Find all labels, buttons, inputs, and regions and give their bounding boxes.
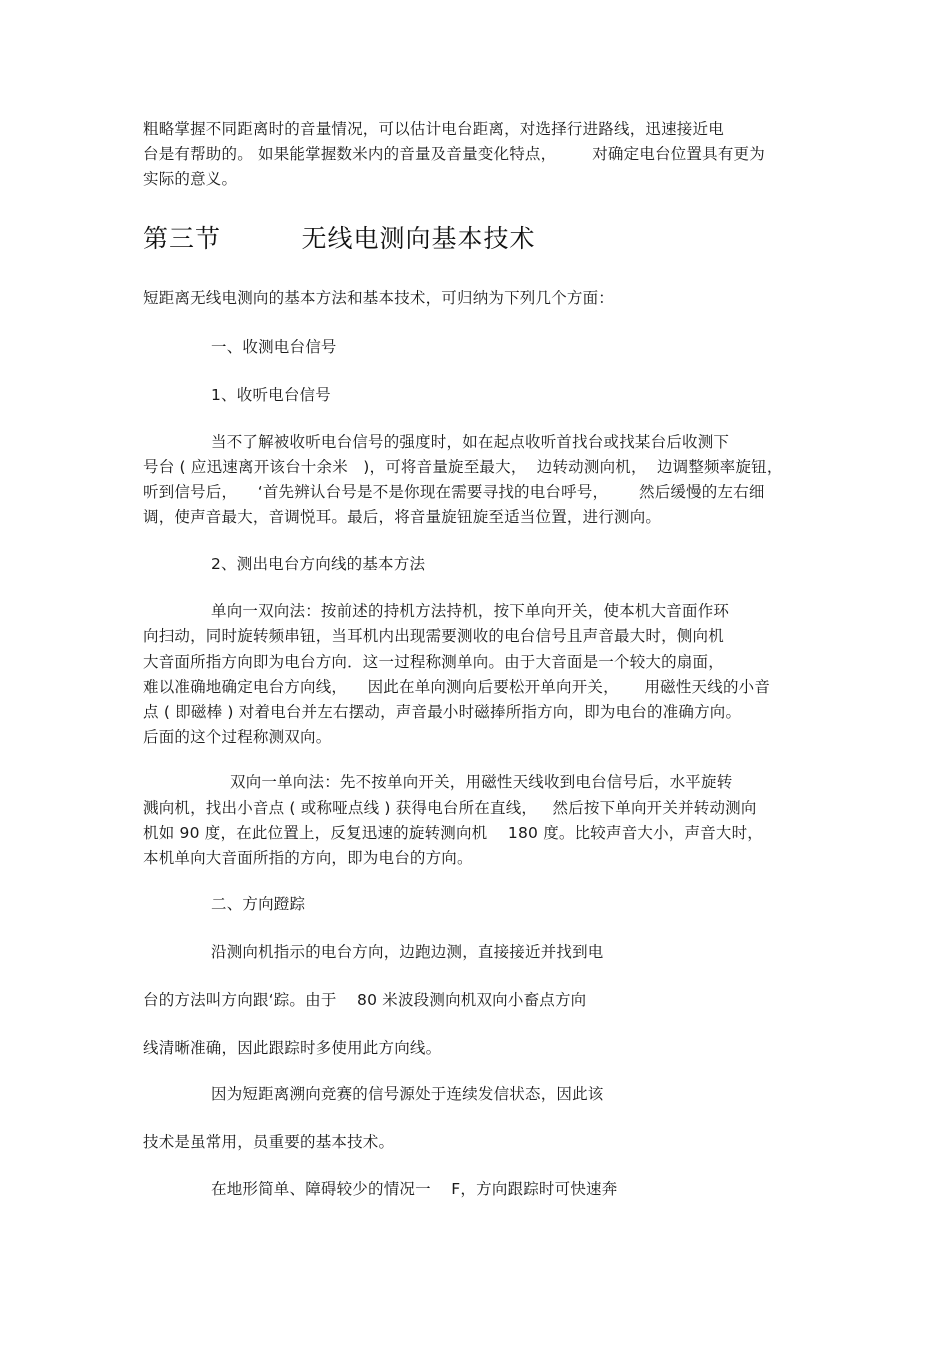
- part2-line-3: 线清晰准确，因此跟踪时多使用此方向线。: [143, 1039, 442, 1057]
- item2-para2-line-1: 双向一单向法：先不按单向开关，用磁性天线收到电台信号后，水平旋转: [230, 773, 733, 791]
- item2-para2-line-3: 机如 90 度，在此位置上，反复迅速的旋转测向机 180 度。比较声音大小，声音大时，: [143, 824, 763, 842]
- item2-para1-line-3: 大音面所指方向即为电台方向．这一过程称测单向。由于大音面是一个较大的扇面，: [143, 653, 724, 671]
- part2-line-5: 技术是虽常用，员重要的基本技术。: [143, 1133, 395, 1151]
- part1-title: 一、收测电台信号: [211, 338, 337, 356]
- item1-para-line-3: 听到信号后， ‘首先辨认台号是不是你现在需要寻找的电台呼号， 然后缓慢的左右细: [143, 483, 765, 501]
- intro-line-2: 台是有帮助的。 如果能掌握数米内的音量及音量变化特点， 对确定电台位置具有更为: [143, 145, 765, 163]
- part2-line-1: 沿测向机指示的电台方向，边跑边测，直接接近并找到电: [211, 943, 604, 961]
- item1-title: 1、收听电台信号: [211, 386, 331, 404]
- item2-para1-line-2: 向扫动，同时旋转频串钮，当耳机内出现需要测收的电台信号且声音最大时，侧向机: [143, 627, 724, 645]
- item2-para2-line-2: 溅向机，找出小音点 ( 或称哑点线 ) 获得电台所在直线， 然后按下单向开关并转动测向: [143, 799, 757, 817]
- intro-line-3: 实际的意义。: [143, 170, 238, 188]
- part2-title: 二、方向蹬踪: [211, 895, 306, 913]
- item1-para-line-1: 当不了解被收听电台信号的强度时，如在起点收听首找台或找某台后收测下: [211, 433, 730, 451]
- part2-line-6: 在地形简单、障碍较少的情况一 F，方向跟踪时可快速奔: [211, 1180, 618, 1198]
- item1-para-line-4: 调，使声音最大，音调悦耳。最后，将音量旋钮旋至适当位置，进行测向。: [143, 508, 662, 526]
- item2-para1-line-5: 点 ( 即磁棒 ) 对着电台并左右摆动，声音最小时磁捧所指方向，即为电台的准确方向。: [143, 703, 742, 721]
- intro-line-1: 粗略掌握不同距离时的音量情况，可以估计电台距离，对选择行进路线，迅速接近电: [143, 120, 724, 138]
- part2-line-4: 因为短距离溯向竞赛的信号源处于连续发信状态，因此该: [211, 1085, 604, 1103]
- item2-para1-line-1: 单向一双向法：按前述的持机方法持机，按下单向开关，使本机大音面作环: [211, 602, 730, 620]
- item2-title: 2、测出电台方向线的基本方法: [211, 555, 426, 573]
- item2-para1-line-6: 后面的这个过程称测双向。: [143, 728, 332, 746]
- section-heading: 第三节 无线电测向基本技术: [143, 224, 536, 253]
- item2-para2-line-4: 本机单向大音面所指的方向，即为电台的方向。: [143, 849, 473, 867]
- item1-para-line-2: 号台 ( 应迅速离开该台十余米 )，可将音量旋至最大， 边转动测向机， 边调整频率旋钮，: [143, 458, 783, 476]
- part2-line-2: 台的方法叫方向跟‘踪。由于 80 米波段测向机双向小畜点方向: [143, 991, 587, 1009]
- item2-para1-line-4: 难以准确地确定电台方向线， 因此在单向测向后要松开单向开关， 用磁性天线的小音: [143, 678, 771, 696]
- summary-text: 短距离无线电测向的基本方法和基本技术，可归纳为下列几个方面：: [143, 289, 615, 307]
